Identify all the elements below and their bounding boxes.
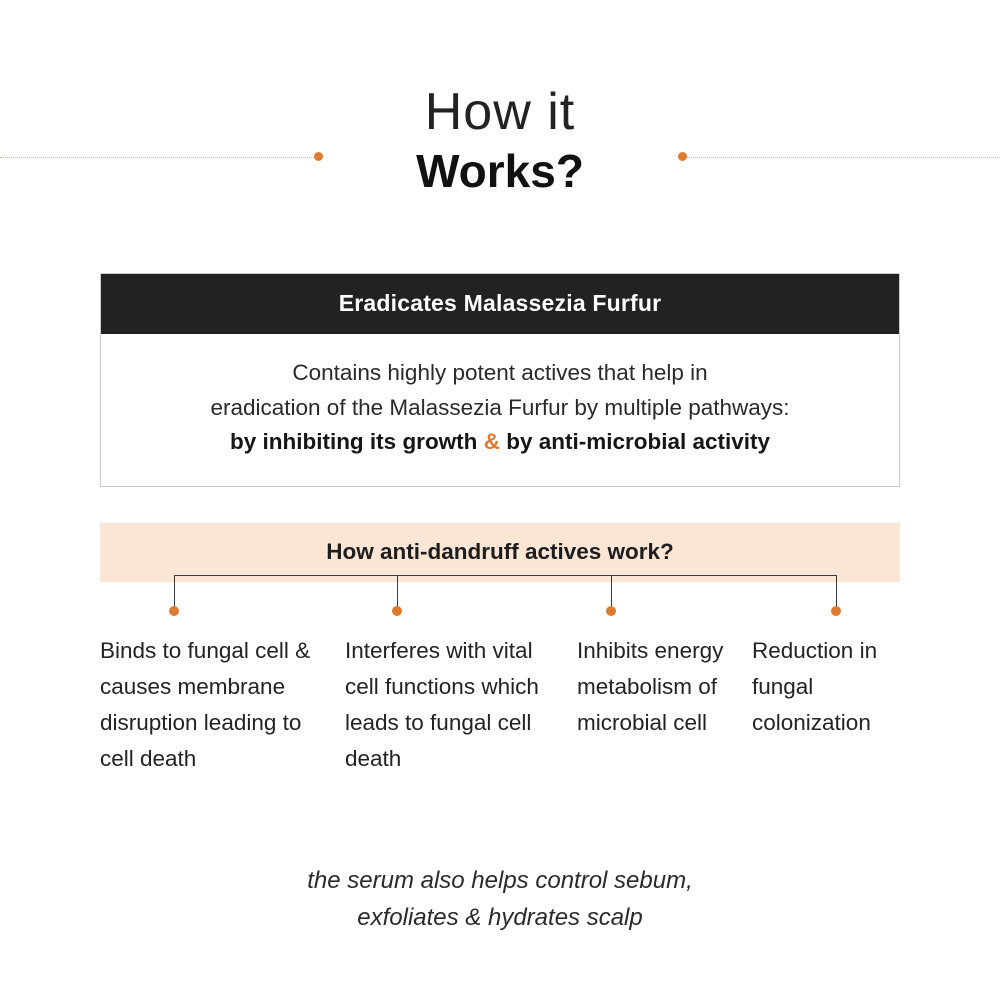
eradicates-card	[100, 273, 900, 487]
page-title-line-2: Works?	[416, 145, 584, 198]
actives-columns	[100, 633, 920, 777]
page-title	[0, 83, 1000, 198]
ampersand-accent: &	[483, 429, 500, 455]
pathway-anti-microbial: by anti-microbial activity	[506, 429, 771, 455]
eradicates-card-header: Eradicates Malassezia Furfur	[101, 274, 899, 334]
connector-dot-2	[392, 606, 402, 616]
connector-vertical-2	[397, 575, 398, 610]
pathway-inhibiting-growth: by inhibiting its growth	[229, 429, 478, 455]
connector-vertical-3	[611, 575, 612, 610]
eradicates-card-body-line-3	[127, 425, 873, 460]
eradicates-card-body-line-2: eradication of the Malassezia Furfur by multiple pathways:	[210, 394, 790, 420]
page-title-line-1: How it	[424, 83, 576, 141]
active-column-4: Reduction in fungal colonization	[752, 638, 878, 735]
active-column-3: Inhibits energy metabolism of microbial cell	[577, 638, 724, 735]
footnote	[0, 862, 1000, 936]
connector-horizontal-bar	[174, 575, 837, 576]
connector-dot-1	[169, 606, 179, 616]
active-column-1: Binds to fungal cell & causes membrane disruption leading to cell death	[100, 638, 311, 771]
actives-banner: How anti-dandruff actives work?	[100, 523, 900, 582]
connector-vertical-1	[174, 575, 175, 610]
footnote-line-2: exfoliates & hydrates scalp	[357, 904, 643, 932]
eradicates-card-body	[101, 334, 899, 486]
connector-dot-4	[831, 606, 841, 616]
connector-tree	[100, 575, 900, 625]
eradicates-card-body-line-1: Contains highly potent actives that help in	[292, 360, 708, 385]
connector-dot-3	[606, 606, 616, 616]
footnote-line-1: the serum also helps control sebum,	[307, 867, 693, 894]
active-column-2: Interferes with vital cell functions which leads to fungal cell death	[345, 638, 539, 771]
connector-vertical-4	[836, 575, 837, 610]
